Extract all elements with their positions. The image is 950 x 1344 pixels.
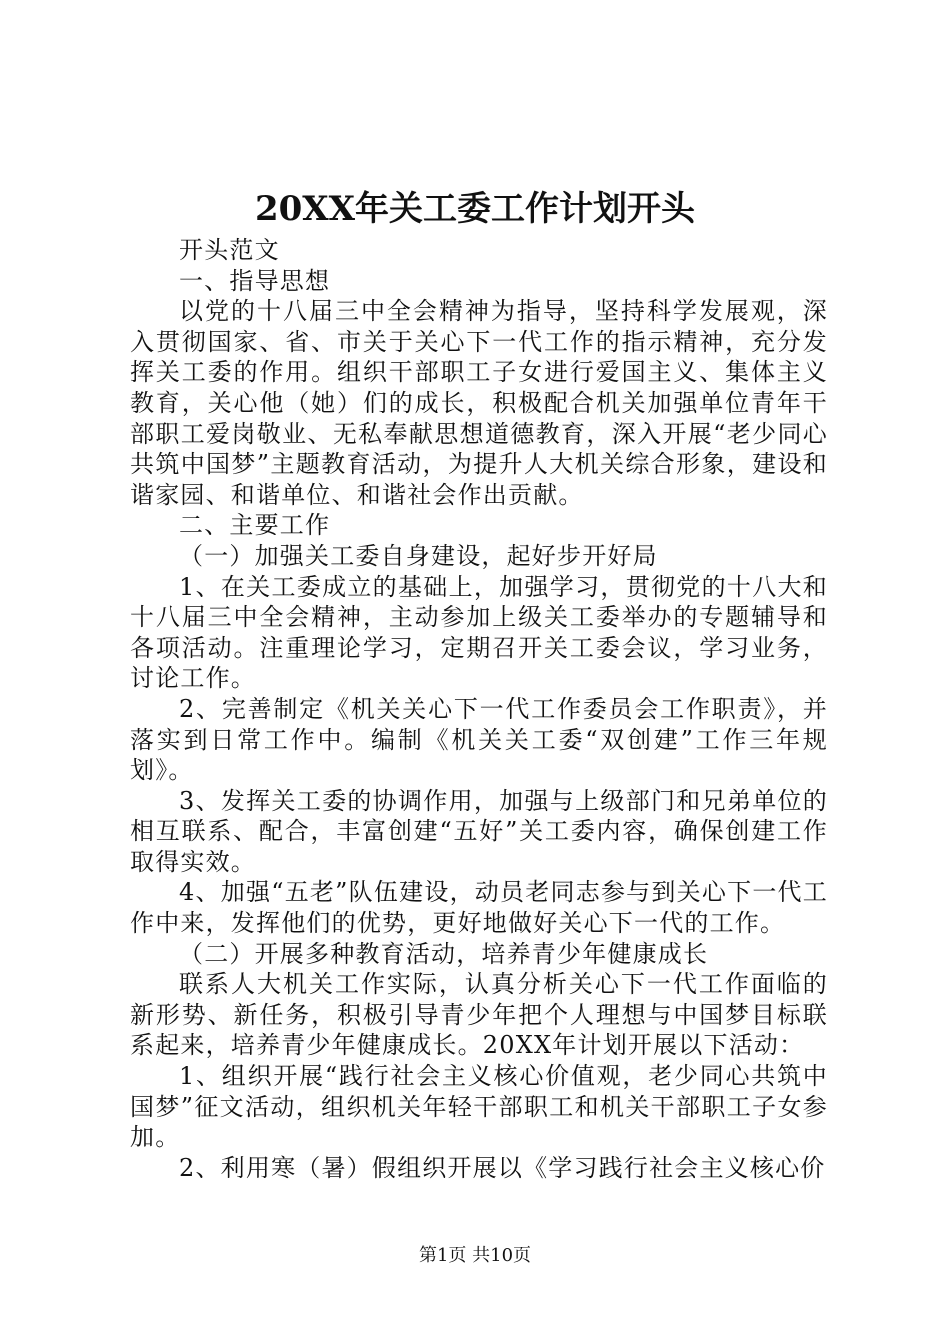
- paragraph-item-3: 3、发挥关工委的协调作用，加强与上级部门和兄弟单位的相互联系、配合，丰富创建“五好”关工委内容，确保创建工作取得实效。: [130, 786, 828, 876]
- paragraph-item-2: 2、完善制定《机关关心下一代工作委员会工作职责》，并落实到日常工作中。编制《机关关工委“双创建”工作三年规划》。: [130, 694, 828, 785]
- paragraph-education-intro: 联系人大机关工作实际，认真分析关心下一代工作面临的新形势、新任务，积极引导青少年把个人理想与中国梦目标联系起来，培养青少年健康成长。20XX年计划开展以下活动：: [130, 970, 828, 1060]
- paragraph-item-4: 4、加强“五老”队伍建设，动员老同志参与到关心下一代工作中来，发挥他们的优势，更好地做好关心下一代的工作。: [130, 878, 828, 938]
- heading-guiding-ideology: 一、指导思想: [179, 266, 331, 295]
- paragraph-activity-2: 2、利用寒（暑）假组织开展以《学习践行社会主义核心价: [179, 1153, 826, 1182]
- paragraph-activity-1: 1、组织开展“践行社会主义核心价值观，老少同心共筑中国梦”征文活动，组织机关年轻干部职工和机关干部职工子女参加。: [130, 1062, 828, 1152]
- heading-main-work: 二、主要工作: [179, 511, 331, 540]
- page-footer: 第1页 共10页: [418, 1245, 532, 1266]
- paragraph-opening-sample: 开头范文: [179, 236, 280, 264]
- document-body: [130, 235, 828, 1183]
- subheading-self-construction: （一）加强关工委自身建设，起好步开好局: [179, 541, 658, 570]
- document-title: 20XX年关工委工作计划开头: [254, 189, 696, 229]
- paragraph-guiding-ideology: 以党的十八届三中全会精神为指导，坚持科学发展观，深入贯彻国家、省、市关于关心下一代工作的指示精神，充分发挥关工委的作用。组织干部职工子女进行爱国主义、集体主义教育，关心他（她）们的成长，积极配合机关加强单位青年干部职工爱岗敬业、无私奉献思想道德教育，深入开展“老少同心共筑中国梦”主题教育活动，为提升人大机关综合形象，建设和谐家园、和谐单位、和谐社会作出贡献。: [130, 297, 828, 509]
- subheading-education-activities: （二）开展多种教育活动，培养青少年健康成长: [179, 939, 709, 968]
- paragraph-item-1: 1、在关工委成立的基础上，加强学习，贯彻党的十八大和十八届三中全会精神，主动参加上级关工委举办的专题辅导和各项活动。注重理论学习，定期召开关工委会议，学习业务，讨论工作。: [130, 572, 828, 693]
